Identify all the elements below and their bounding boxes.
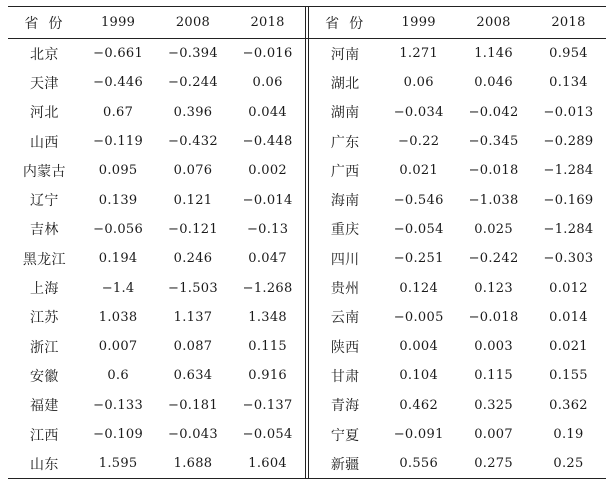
value-2008-cell: 0.087 xyxy=(173,339,213,355)
value-2018-cell: −0.013 xyxy=(543,104,594,120)
value-1999-cell: 0.194 xyxy=(98,251,138,267)
table-row xyxy=(8,98,606,127)
value-1999-cell: 0.6 xyxy=(107,368,129,384)
province-cell: 陕西 xyxy=(330,339,360,356)
table-body xyxy=(8,39,606,479)
value-2008-cell: −0.043 xyxy=(168,427,218,442)
province-cell: 湖南 xyxy=(330,105,360,122)
value-2018-cell: 0.06 xyxy=(252,75,283,91)
value-2008-cell: −0.181 xyxy=(168,397,218,413)
province-cell: 山东 xyxy=(30,456,59,473)
province-index-table xyxy=(8,6,606,479)
value-2018-cell: −0.289 xyxy=(543,134,594,150)
value-1999-cell: −0.251 xyxy=(393,251,444,267)
value-1999-cell: −0.22 xyxy=(398,134,440,150)
value-2008-cell: 0.076 xyxy=(173,163,213,179)
value-2008-cell: −0.242 xyxy=(468,251,519,267)
value-2008-cell: 0.123 xyxy=(474,280,513,296)
value-2018-cell: −1.268 xyxy=(242,280,293,296)
province-cell: 河南 xyxy=(330,46,360,63)
province-cell: 河北 xyxy=(30,105,59,122)
province-cell: 福建 xyxy=(30,398,59,415)
value-1999-cell: −0.119 xyxy=(93,134,144,150)
value-2008-cell: 0.115 xyxy=(474,368,513,384)
table-row xyxy=(8,361,606,390)
table-row xyxy=(8,273,606,302)
value-2008-cell: −0.244 xyxy=(168,75,218,91)
value-1999-cell: −0.034 xyxy=(393,104,444,120)
value-2018-cell: −0.016 xyxy=(242,46,293,62)
header-year-2008: 2008 xyxy=(156,7,231,39)
province-cell: 江苏 xyxy=(30,310,59,327)
province-cell: 广东 xyxy=(330,134,360,151)
province-cell: 重庆 xyxy=(330,222,360,239)
data-table-sheet xyxy=(8,6,606,488)
value-2018-cell: 0.19 xyxy=(553,427,584,442)
value-1999-cell: 0.021 xyxy=(399,163,439,179)
table-row xyxy=(8,449,606,479)
value-2008-cell: 0.121 xyxy=(173,192,213,208)
table-row xyxy=(8,420,606,449)
value-2008-cell: 1.146 xyxy=(474,46,513,62)
value-2018-cell: 1.604 xyxy=(248,456,287,472)
header-year-2008: 2008 xyxy=(456,7,531,39)
value-2008-cell: −0.432 xyxy=(168,134,218,150)
value-2008-cell: −1.503 xyxy=(168,280,218,296)
province-cell: 江西 xyxy=(30,427,59,444)
province-cell: 宁夏 xyxy=(330,427,360,444)
table-row xyxy=(8,332,606,361)
value-2018-cell: 0.916 xyxy=(248,368,287,384)
value-2018-cell: −0.448 xyxy=(242,134,293,150)
table-row xyxy=(8,185,606,214)
province-cell: 上海 xyxy=(30,281,59,298)
province-cell: 山西 xyxy=(30,134,59,151)
value-2008-cell: 0.007 xyxy=(474,427,513,442)
value-1999-cell: 1.038 xyxy=(98,309,138,325)
value-2018-cell: 0.014 xyxy=(549,309,588,325)
value-2018-cell: 0.012 xyxy=(549,280,588,296)
header-province: 省份 xyxy=(8,7,81,39)
value-2008-cell: 0.025 xyxy=(474,221,513,237)
value-2008-cell: 0.246 xyxy=(173,251,213,267)
value-2018-cell: −1.284 xyxy=(543,163,594,179)
value-1999-cell: 0.004 xyxy=(399,339,439,355)
value-2008-cell: −0.345 xyxy=(468,134,519,150)
value-2018-cell: −0.169 xyxy=(543,192,594,208)
value-2018-cell: 0.362 xyxy=(549,397,588,413)
province-cell: 浙江 xyxy=(30,339,59,356)
value-1999-cell: −0.133 xyxy=(93,397,144,413)
value-2018-cell: 0.25 xyxy=(553,456,584,472)
table-row xyxy=(8,68,606,97)
header-year-1999: 1999 xyxy=(381,7,456,39)
value-1999-cell: 0.139 xyxy=(98,192,138,208)
value-2008-cell: 0.396 xyxy=(173,104,213,120)
province-cell: 海南 xyxy=(330,193,360,210)
value-2018-cell: 0.021 xyxy=(549,339,588,355)
value-2018-cell: −0.13 xyxy=(246,221,289,237)
value-2018-cell: 0.002 xyxy=(248,163,287,179)
header-province: 省份 xyxy=(309,7,382,39)
value-1999-cell: 0.556 xyxy=(399,456,439,472)
value-2018-cell: 0.155 xyxy=(549,368,588,384)
table-header xyxy=(8,7,606,39)
value-1999-cell: −0.005 xyxy=(393,309,444,325)
value-2018-cell: −0.014 xyxy=(242,192,293,208)
province-cell: 四川 xyxy=(330,251,360,268)
province-cell: 云南 xyxy=(330,310,360,327)
value-2008-cell: −0.042 xyxy=(468,104,519,120)
header-year-2018: 2018 xyxy=(230,7,305,39)
value-2008-cell: 0.275 xyxy=(474,456,513,472)
value-2018-cell: 1.348 xyxy=(248,309,287,325)
value-1999-cell: 0.06 xyxy=(403,75,434,91)
value-2018-cell: 0.047 xyxy=(248,251,287,267)
value-1999-cell: 0.462 xyxy=(399,397,439,413)
value-2008-cell: 1.688 xyxy=(173,456,213,472)
value-2008-cell: 0.325 xyxy=(474,397,513,413)
header-year-2018: 2018 xyxy=(531,7,606,39)
value-1999-cell: 0.124 xyxy=(399,280,439,296)
header-year-1999: 1999 xyxy=(81,7,156,39)
value-2018-cell: 0.954 xyxy=(549,46,588,62)
province-cell: 黑龙江 xyxy=(22,251,66,268)
value-2008-cell: −0.394 xyxy=(168,46,218,62)
province-cell: 甘肃 xyxy=(330,368,360,385)
value-1999-cell: −0.054 xyxy=(393,221,444,237)
province-cell: 天津 xyxy=(30,75,59,92)
province-cell: 广西 xyxy=(330,163,360,180)
value-1999-cell: 0.67 xyxy=(103,104,134,120)
value-2008-cell: 1.137 xyxy=(173,309,213,325)
province-cell: 新疆 xyxy=(330,456,360,473)
value-2018-cell: 0.134 xyxy=(549,75,588,91)
value-2008-cell: 0.634 xyxy=(173,368,213,384)
table-row xyxy=(8,127,606,156)
province-cell: 北京 xyxy=(30,46,59,63)
value-2018-cell: −0.137 xyxy=(242,397,293,413)
value-1999-cell: −0.446 xyxy=(93,75,144,91)
value-1999-cell: −0.109 xyxy=(93,427,144,442)
table-row xyxy=(8,39,606,69)
table-row xyxy=(8,303,606,332)
table-row xyxy=(8,244,606,273)
value-1999-cell: 1.595 xyxy=(98,456,138,472)
table-row xyxy=(8,215,606,244)
value-1999-cell: −0.056 xyxy=(93,221,144,237)
value-2008-cell: −1.038 xyxy=(468,192,519,208)
value-2008-cell: −0.018 xyxy=(468,309,519,325)
table-row xyxy=(8,156,606,185)
province-cell: 内蒙古 xyxy=(22,163,66,180)
header-row xyxy=(8,7,606,39)
province-cell: 青海 xyxy=(330,398,360,415)
value-1999-cell: −0.546 xyxy=(393,192,444,208)
value-2018-cell: −0.054 xyxy=(242,427,293,442)
value-1999-cell: 1.271 xyxy=(399,46,439,62)
value-2008-cell: −0.121 xyxy=(168,221,218,237)
value-2018-cell: −1.284 xyxy=(543,221,594,237)
value-2008-cell: 0.003 xyxy=(474,339,513,355)
value-2018-cell: −0.303 xyxy=(543,251,594,267)
value-1999-cell: 0.104 xyxy=(399,368,439,384)
value-1999-cell: −0.661 xyxy=(93,46,144,62)
value-1999-cell: −1.4 xyxy=(101,280,135,296)
value-2018-cell: 0.044 xyxy=(248,104,287,120)
value-1999-cell: 0.095 xyxy=(98,163,138,179)
value-2008-cell: 0.046 xyxy=(474,75,513,91)
province-cell: 吉林 xyxy=(30,222,59,239)
value-2018-cell: 0.115 xyxy=(248,339,287,355)
value-2008-cell: −0.018 xyxy=(468,163,519,179)
province-cell: 湖北 xyxy=(330,75,360,92)
province-cell: 安徽 xyxy=(30,368,59,385)
province-cell: 辽宁 xyxy=(30,193,59,210)
table-row xyxy=(8,391,606,420)
province-cell: 贵州 xyxy=(330,281,360,298)
value-1999-cell: −0.091 xyxy=(393,427,444,442)
value-1999-cell: 0.007 xyxy=(98,339,138,355)
